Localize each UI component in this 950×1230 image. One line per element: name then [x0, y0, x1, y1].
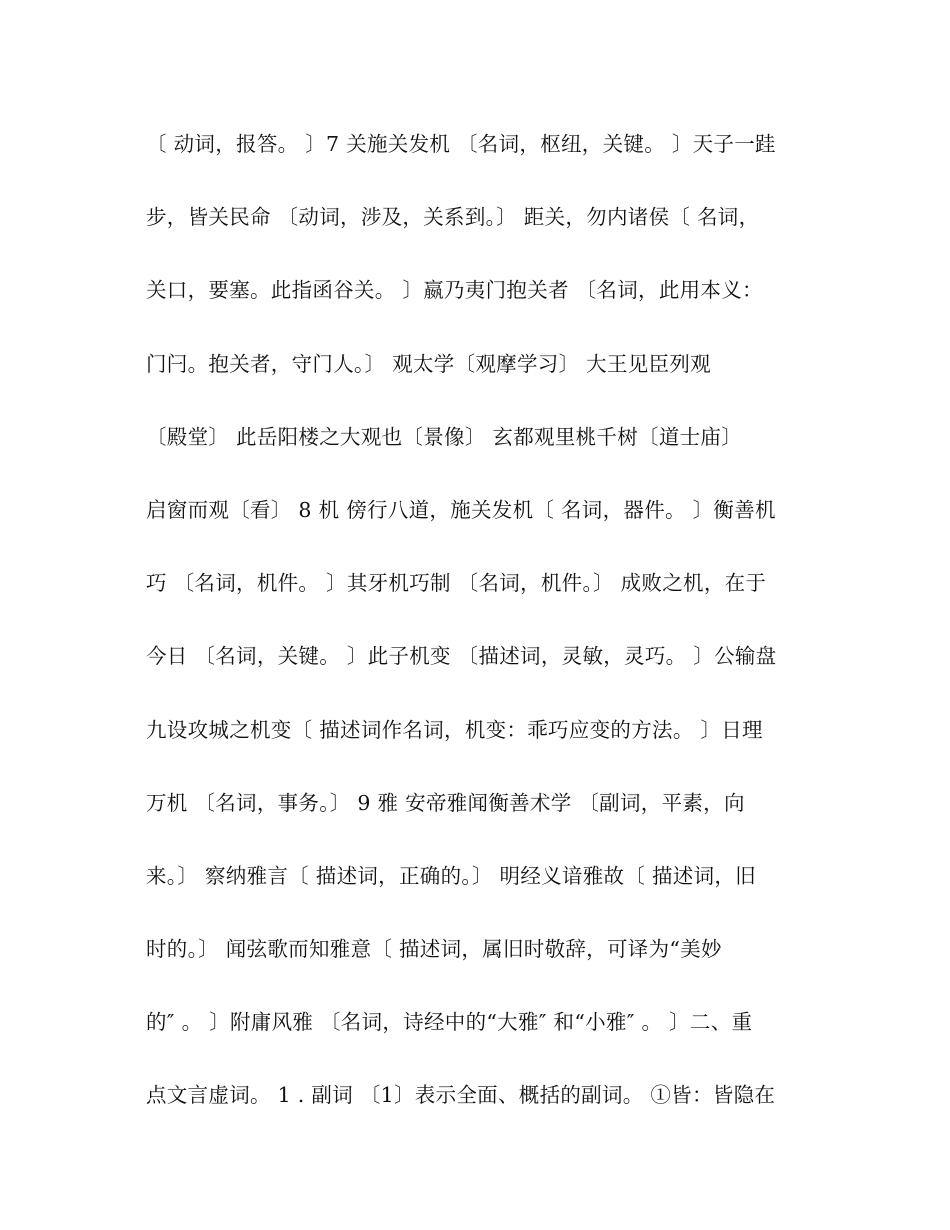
- text-line: 的″ 。 〕附庸风雅 〔名词，诗经中的“大雅″ 和“小雅″ 。 〕二、重: [146, 1010, 753, 1035]
- document-body-text: [146, 124, 816, 1149]
- text-line: 步，皆关民命 〔动词，涉及，关系到。〕 距关，勿内诸侯〔 名词，: [146, 205, 760, 230]
- text-line: 万机 〔名词，事务。〕 9 雅 安帝雅闻衡善术学 〔副词，平素，向: [146, 790, 745, 815]
- text-line: 来。〕 察纳雅言〔 描述词，正确的。〕 明经义谙雅故〔 描述词，旧: [146, 863, 756, 888]
- text-line: 点文言虚词。 1 . 副词 〔1〕表示全面、概括的副词。 ①皆：皆隐在: [146, 1083, 776, 1108]
- text-line: 今日 〔名词，关键。 〕此子机变 〔描述词，灵敏，灵巧。 〕公输盘: [146, 644, 777, 669]
- text-line: 时的。〕 闻弦歌而知雅意〔 描述词，属旧时敬辞，可译为“美妙: [146, 937, 722, 962]
- text-line: 巧 〔名词，机件。 〕其牙机巧制 〔名词，机件。〕 成败之机，在于: [146, 571, 767, 596]
- text-line: 〔殿堂〕 此岳阳楼之大观也〔景像〕 玄都观里桃千树〔道士庙〕: [146, 424, 743, 449]
- text-line: 九设攻城之机变〔 描述词作名词，机变：乖巧应变的方法。 〕日理: [146, 717, 763, 742]
- text-line: 门闩。抱关者，守门人。〕 观太学〔观摩学习〕 大王见臣列观: [146, 351, 711, 376]
- text-line: 关口，要塞。此指函谷关。 〕嬴乃夷门抱关者 〔名词，此用本义：: [146, 278, 763, 303]
- text-line: 〔 动词，报答。 〕7 关施关发机 〔名词，枢纽，关键。 〕天子一跬: [146, 132, 776, 156]
- text-line: 启窗而观〔看〕 8 机 傍行八道，施关发机〔 名词，器件。 〕衡善机: [146, 497, 776, 522]
